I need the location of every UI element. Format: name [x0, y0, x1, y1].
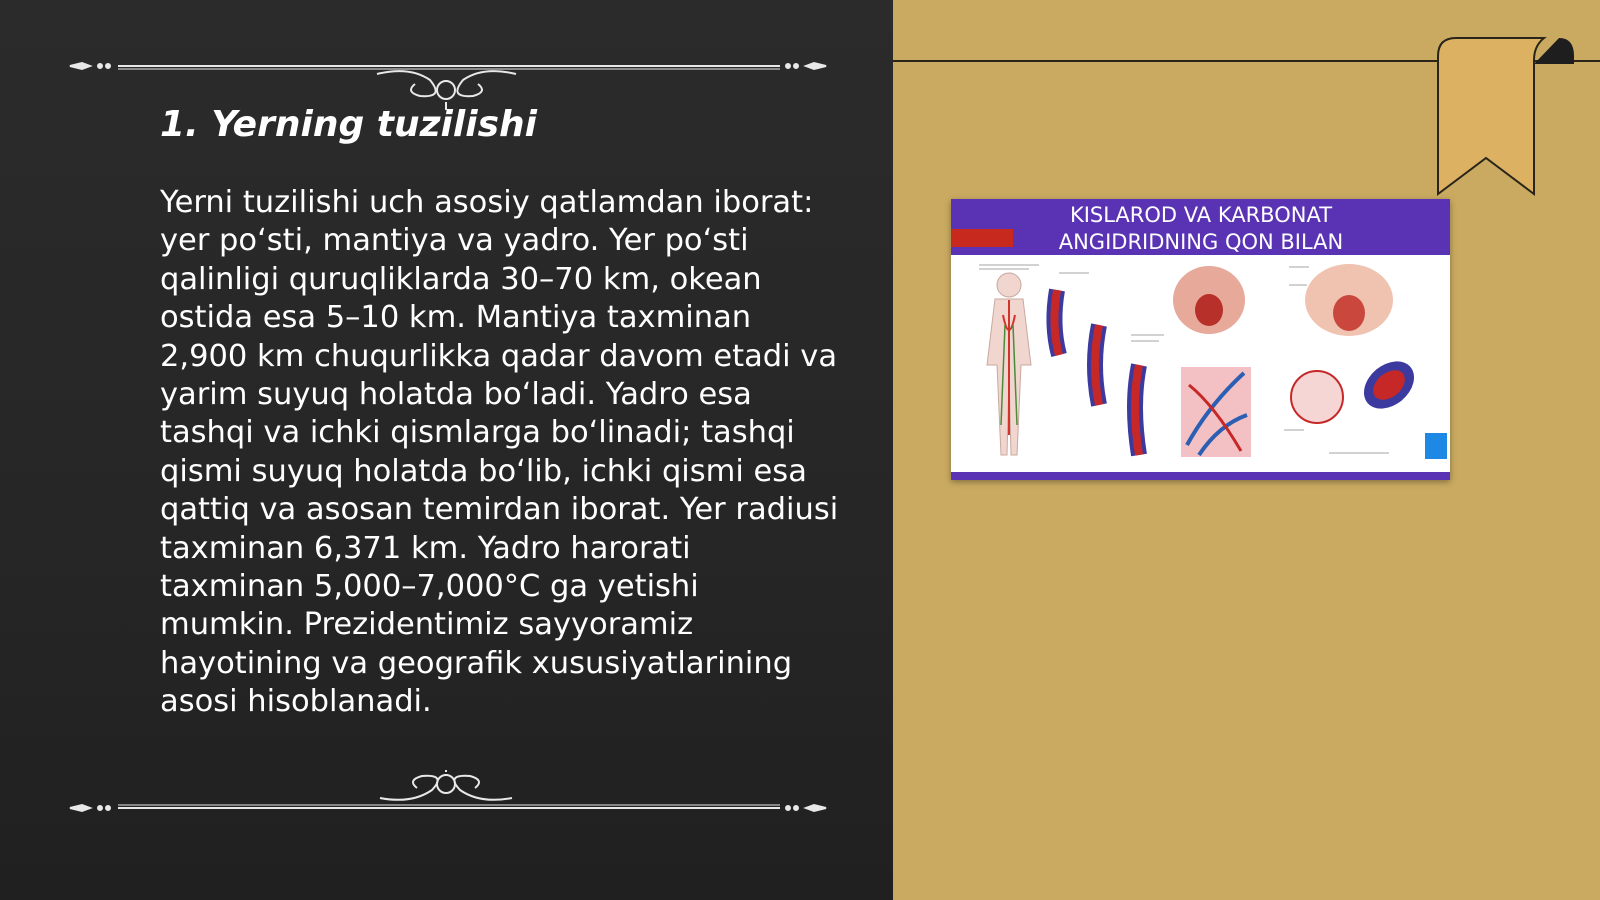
bookmark-icon	[1434, 36, 1574, 198]
slide-title: 1. Yerning tuzilishi	[160, 104, 537, 145]
image-bottom-bar	[951, 472, 1450, 480]
bottom-ornament-icon	[0, 770, 893, 830]
blood-circulation-image	[951, 199, 1450, 480]
top-ornament-icon	[0, 50, 893, 110]
anatomy-illustration	[959, 255, 1450, 472]
slide-body-text: Yerni tuzilishi uch asosiy qatlamdan iborat: yer po‘sti, mantiya va yadro. Yer po‘sti qalinligi quruqliklarda 30–70 km, okean ostida esa 5–10 km. Mantiya taxminan 2,900 km chuqurlikka qadar davom etadi va yarim suyuq holatda bo‘ladi. Yadro esa tashqi va ichki qismlarga bo‘linadi; tashqi qismi suyuq holatda bo‘lib, ichki qismi esa qattiq va asosan temirdan iborat. Yer radiusi taxminan 6,371 km. Yadro harorati taxminan 5,000–7,000°C ga yetishi mumkin. Prezidentimiz sayyoramiz hayotining va geografik xususiyatlarining asosi hisoblanadi.	[160, 185, 839, 720]
image-caption: KISLAROD VA KARBONAT ANGIDRIDNING QON BILAN	[1058, 203, 1344, 254]
